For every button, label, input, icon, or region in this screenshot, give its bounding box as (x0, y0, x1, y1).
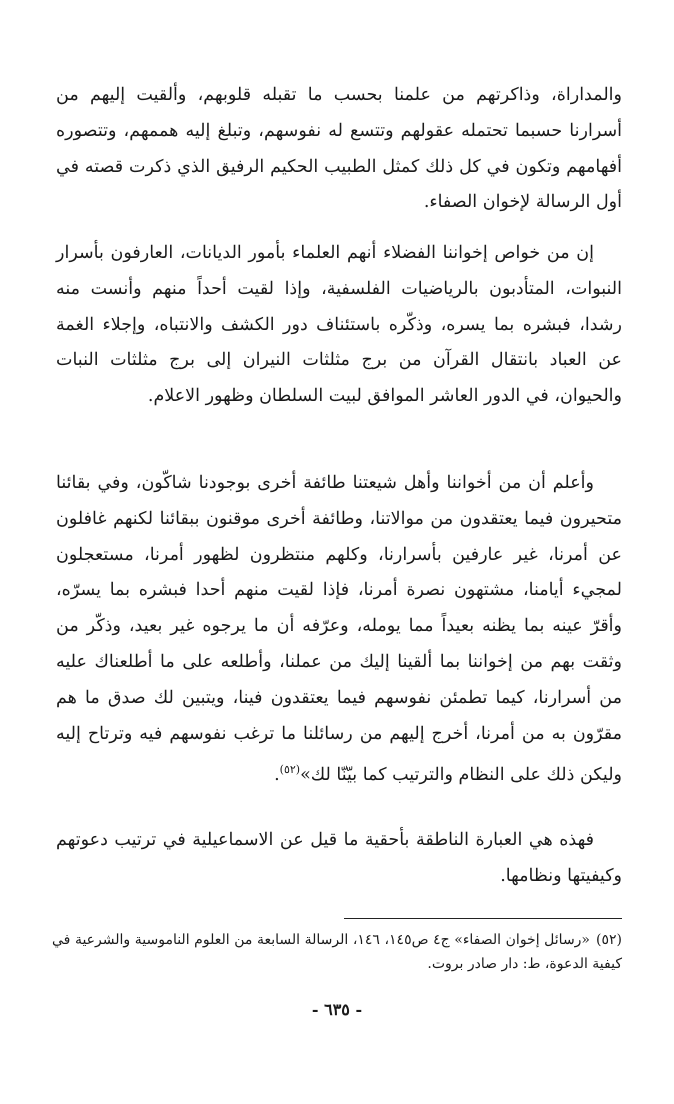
footnote-text: «رسائل إخوان الصفاء» ج٤ ص١٤٥، ١٤٦، الرسالة السابعة من العلوم الناموسية والشرعية في كيفية الدعوة، ط: دار صادر بروت. (52, 932, 622, 972)
page-number: - ٦٣٥ - (311, 1000, 363, 1019)
body-paragraph-2 (56, 236, 622, 415)
footnote-divider (344, 918, 622, 919)
body-paragraph-3 (56, 466, 622, 794)
body-paragraph-1 (56, 78, 622, 221)
footnote-reference: (٥٢) (279, 763, 301, 777)
paragraph-text: وأعلم أن من أخواننا وأهل شيعتنا طائفة أخرى بوجودنا شاكّون، وفي بقائنا متحيرون فيما يعتقدون من موالاتنا، وطائفة أخرى موقنون ببقائنا لكنهم غافلون عن أمرنا، غير عارفين بأسرارنا، وكلهم منتظرون لظهور أمرنا، مستعجلون لمجيء أيامنا، مشتهون نصرة أمرنا، فإذا لقيت منهم أحدا فبشره بما يسرّه، وأقرّ عينه بما يظنه بعيداً مما يومله، وعرّفه أن ما يرجوه غير بعيد، وذكّر من وثقت بهم من إخواننا بما ألقينا إليك من عملنا، وأطلعه على ما أطلعناك عليه من أسرارنا، كيما تطمئن نفوسهم فيما يعتقدون فينا، ويتبين لك صدق ما هم مقرّون به من أمرنا، أخرج إليهم من رسائلنا ما ترغب نفوسهم فيه وترتاح إليه وليكن ذلك على النظام والترتيب كما بيّنّا لك»$^{(٥٢)}$. (56, 473, 622, 786)
paragraph-text: إن من خواص إخواننا الفضلاء أنهم العلماء بأمور الديانات، العارفون بأسرار النبوات، المتأدبون بالرياضيات الفلسفية، وإذا لقيت أحداً منهم وأنست منه رشدا، فبشره بما يسره، وذكّره باستئناف دور الكشف والانتباه، وإجلاء الغمة عن العباد بانتقال القرآن من برج مثلثات النيران إلى برج مثلثات النبات والحيوان، في الدور العاشر الموافق لبيت السلطان وظهور الاعلام. (56, 243, 622, 407)
paragraph-text: فهذه هي العبارة الناطقة بأحقية ما قيل عن الاسماعيلية في ترتيب دعوتهم وكيفيتها ونظامها. (56, 830, 622, 886)
footnote (52, 928, 622, 976)
paragraph-body: وأعلم أن من أخواننا وأهل شيعتنا طائفة أخرى بوجودنا شاكّون، وفي بقائنا متحيرون فيما يعتقدون من موالاتنا، وطائفة أخرى موقنون ببقائنا لكنهم غافلون عن أمرنا، غير عارفين بأسرارنا، وكلهم منتظرون لظهور أمرنا، مستعجلون لمجيء أيامنا، مشتهون نصرة أمرنا، فإذا لقيت منهم أحدا فبشره بما يسرّه، وأقرّ عينه بما يظنه بعيداً مما يومله، وعرّفه أن ما يرجوه غير بعيد، وذكّر من وثقت بهم من إخواننا بما ألقينا إليك من عملنا، وأطلعه على ما أطلعناك عليه من أسرارنا، كيما تطمئن نفوسهم فيما يعتقدون فينا، ويتبين لك صدق ما هم مقرّون به من أمرنا، أخرج إليهم من رسائلنا ما ترغب نفوسهم فيه وترتاح إليه وليكن ذلك على النظام والترتيب كما بيّنّا لك» (56, 473, 622, 786)
footnote-number: (٥٢) (596, 932, 622, 948)
body-paragraph-4 (56, 823, 622, 895)
paragraph-text: والمداراة، وذاكرتهم من علمنا بحسب ما تقبله قلوبهم، وألقيت إليهم من أسرارنا حسبما تحتمله عقولهم وتتسع له نفوسهم، وتبلغ إليه هممهم، وتتصوره أفهامهم وتكون في كل ذلك كمثل الطبيب الحكيم الرفيق الذي ذكرت قصته في أول الرسالة لإخوان الصفاء. (56, 85, 622, 213)
